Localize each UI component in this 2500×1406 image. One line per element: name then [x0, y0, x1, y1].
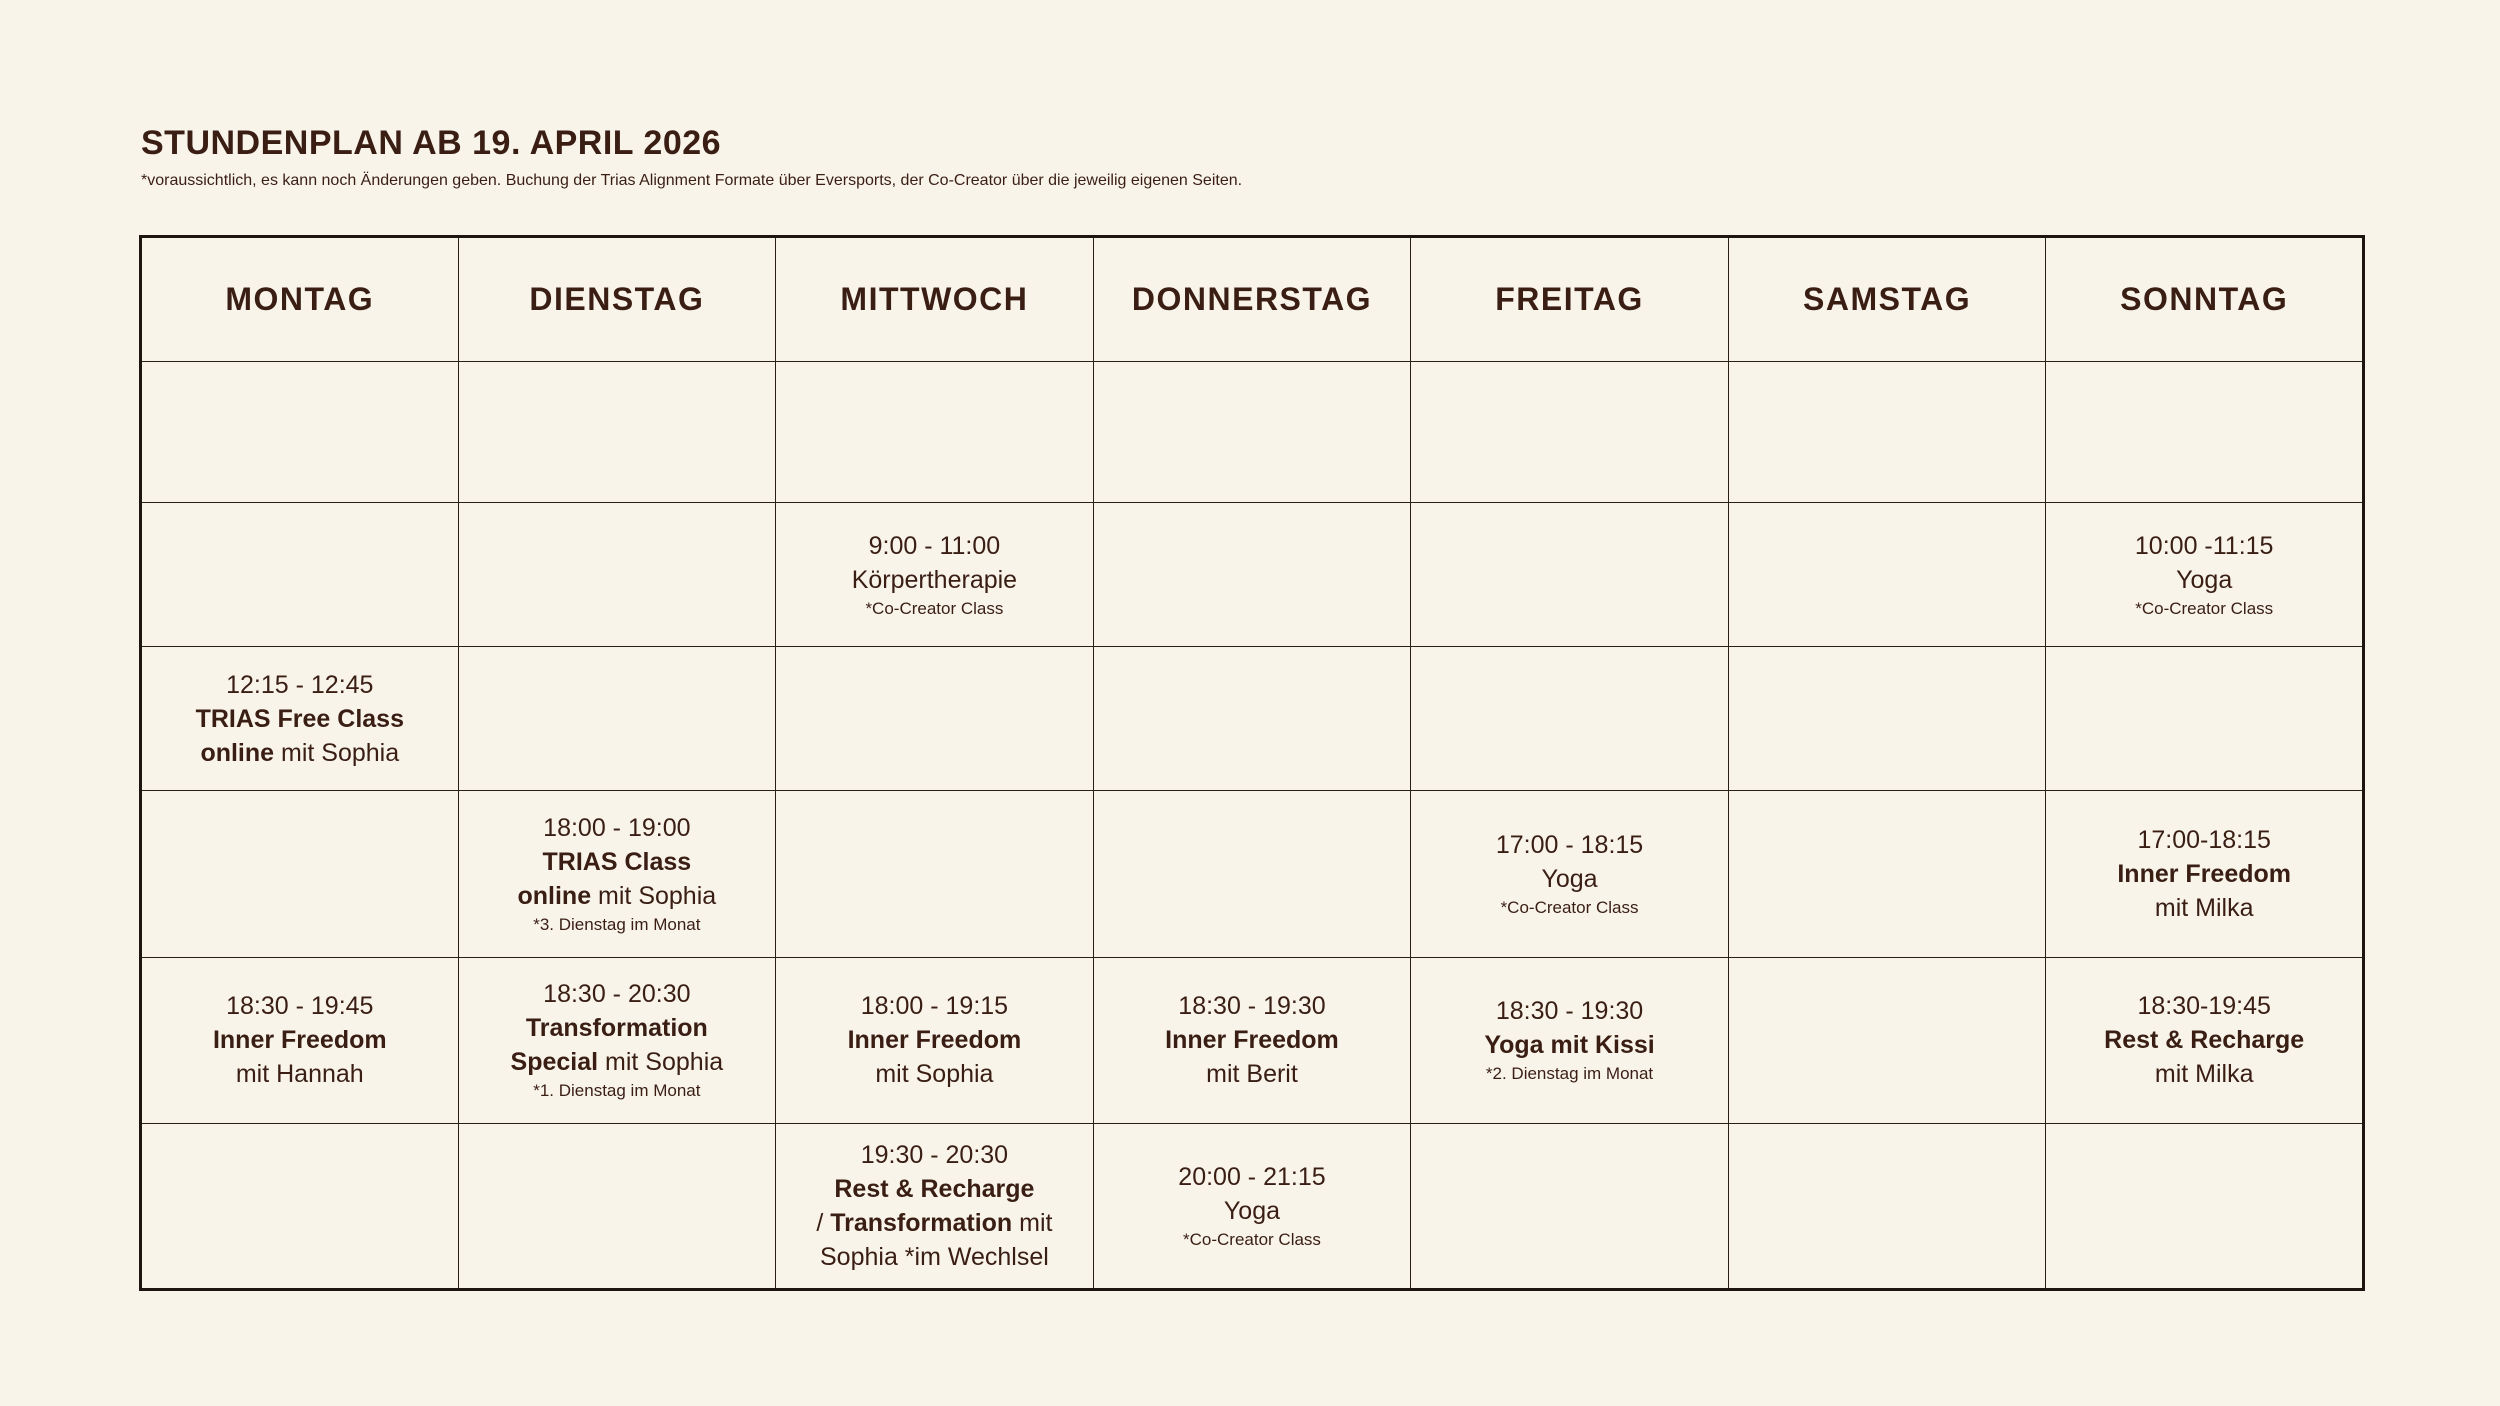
class-note: *1. Dienstag im Monat [533, 1081, 701, 1101]
empty-cell [141, 791, 459, 957]
empty-cell [1411, 647, 1729, 791]
empty-cell [141, 362, 459, 503]
class-time: 18:00 - 19:15 [860, 992, 1009, 1021]
class-time: 20:00 - 21:15 [1178, 1162, 1326, 1191]
empty-cell [1728, 647, 2046, 791]
day-header-donnerstag: DONNERSTAG [1093, 237, 1411, 362]
class-title: Inner Freedom [847, 1026, 1022, 1055]
empty-cell [458, 362, 776, 503]
class-subline-rest: mit Sophia [591, 882, 717, 910]
table-row [141, 791, 2364, 957]
empty-cell [1411, 362, 1729, 503]
class-subline [786, 1206, 1083, 1240]
empty-cell [141, 1123, 459, 1289]
class-time: 18:30-19:45 [2137, 992, 2271, 1021]
class-time: 10:00 -11:15 [2134, 531, 2274, 560]
class-note: *Co-Creator Class [2135, 598, 2274, 618]
class-title: Transformation [525, 1014, 708, 1043]
class-title: TRIAS Class [542, 848, 692, 876]
class-time: 18:30 - 19:30 [1178, 992, 1326, 1021]
class-cell-sonntag-inner-freedom [2046, 791, 2364, 957]
class-cell-dienstag-trias [458, 791, 776, 957]
class-subline-bold: online [200, 738, 275, 767]
class-title: Yoga mit Kissi [1484, 1031, 1655, 1060]
empty-cell [1728, 957, 2046, 1123]
class-with: Sophia *im Wechlsel [820, 1242, 1049, 1271]
table-row [141, 647, 2364, 791]
empty-cell [776, 362, 1094, 503]
class-title: Rest & Recharge [834, 1174, 1035, 1203]
class-with: mit Hannah [235, 1060, 364, 1089]
empty-cell [2046, 362, 2364, 503]
class-cell-freitag-yoga [1411, 791, 1729, 957]
empty-cell [2046, 1123, 2364, 1289]
class-subline-rest: mit Sophia [274, 738, 400, 767]
class-title: Inner Freedom [2117, 860, 2292, 888]
schedule-table [139, 235, 2365, 1291]
empty-cell [458, 647, 776, 791]
day-header-samstag: SAMSTAG [1728, 237, 2046, 362]
class-cell-dienstag-transformation [458, 957, 776, 1123]
empty-cell [1411, 503, 1729, 647]
empty-cell [141, 503, 459, 647]
class-title: Rest & Recharge [2104, 1026, 2305, 1055]
class-cell-sonntag-yoga [2046, 503, 2364, 647]
class-note: *3. Dienstag im Monat [533, 915, 701, 934]
class-time: 12:15 - 12:45 [226, 670, 374, 699]
class-cell-mittwoch-rest-recharge [776, 1123, 1094, 1289]
class-with: mit Berit [1206, 1060, 1298, 1089]
class-time: 19:30 - 20:30 [860, 1140, 1009, 1169]
class-subline-rest: mit Sophia [598, 1048, 724, 1077]
empty-cell [1728, 362, 2046, 503]
empty-cell [1093, 647, 1411, 791]
class-note: *2. Dienstag im Monat [1485, 1064, 1654, 1084]
class-subline-bold: Special [510, 1048, 599, 1077]
table-row [141, 957, 2364, 1123]
class-subline-pre: / [816, 1208, 831, 1237]
class-title: Inner Freedom [1165, 1026, 1339, 1055]
class-time: 17:00 - 18:15 [1495, 831, 1644, 859]
class-time: 18:30 - 19:30 [1495, 997, 1644, 1026]
class-cell-montag-inner-freedom [141, 957, 459, 1123]
class-name: Yoga [2176, 565, 2233, 594]
empty-cell [1093, 791, 1411, 957]
class-subline-rest: mit [1012, 1208, 1053, 1237]
day-header-row [141, 237, 2364, 362]
empty-cell [458, 503, 776, 647]
class-subline-bold: online [517, 882, 592, 910]
class-title: TRIAS Free Class [195, 704, 404, 733]
class-name: Körpertherapie [851, 565, 1018, 594]
day-header-montag: MONTAG [141, 237, 459, 362]
empty-cell [1728, 503, 2046, 647]
day-header-mittwoch: MITTWOCH [776, 237, 1094, 362]
class-subline [152, 736, 448, 770]
class-with: mit Milka [2154, 894, 2254, 922]
class-time: 17:00-18:15 [2137, 826, 2271, 854]
class-cell-sonntag-rest-recharge [2046, 957, 2364, 1123]
class-time: 18:30 - 19:45 [226, 992, 374, 1021]
class-note: *Co-Creator Class [865, 598, 1004, 618]
class-cell-donnerstag-yoga [1093, 1123, 1411, 1289]
day-header-dienstag: DIENSTAG [458, 237, 776, 362]
page-subtitle: *voraussichtlich, es kann noch Änderungen geben. Buchung der Trias Alignment Formate über Eversports, der Co-Creator über die jeweilig eigenen Seiten. [141, 172, 1243, 189]
class-subline [469, 879, 766, 913]
empty-cell [458, 1123, 776, 1289]
class-cell-donnerstag-inner-freedom [1093, 957, 1411, 1123]
table-row [141, 1123, 2364, 1289]
empty-cell [1728, 791, 2046, 957]
class-cell-mittwoch-koerpertherapie [776, 503, 1094, 647]
class-cell-mittwoch-inner-freedom [776, 957, 1094, 1123]
class-name: Yoga [1223, 1196, 1281, 1225]
class-subline [469, 1045, 766, 1079]
table-row [141, 503, 2364, 647]
class-note: *Co-Creator Class [1500, 898, 1639, 917]
class-name: Yoga [1541, 865, 1598, 893]
empty-cell [1411, 1123, 1729, 1289]
class-time: 18:30 - 20:30 [543, 980, 691, 1009]
page-title: STUNDENPLAN AB 19. APRIL 2026 [141, 124, 722, 162]
class-with: mit Sophia [875, 1060, 994, 1089]
empty-cell [776, 791, 1094, 957]
empty-cell [2046, 647, 2364, 791]
empty-cell [776, 647, 1094, 791]
class-with: mit Milka [2154, 1060, 2254, 1089]
empty-cell [1093, 362, 1411, 503]
table-row [141, 362, 2364, 503]
class-time: 18:00 - 19:00 [543, 814, 691, 842]
class-title: Inner Freedom [212, 1026, 387, 1055]
class-cell-freitag-yoga-kissi [1411, 957, 1729, 1123]
class-cell-montag-trias-free [141, 647, 459, 791]
class-subline-bold: Transformation [830, 1208, 1013, 1237]
day-header-sonntag: SONNTAG [2046, 237, 2364, 362]
class-time: 9:00 - 11:00 [868, 531, 1001, 560]
class-note: *Co-Creator Class [1183, 1229, 1321, 1249]
empty-cell [1728, 1123, 2046, 1289]
day-header-freitag: FREITAG [1411, 237, 1729, 362]
empty-cell [1093, 503, 1411, 647]
